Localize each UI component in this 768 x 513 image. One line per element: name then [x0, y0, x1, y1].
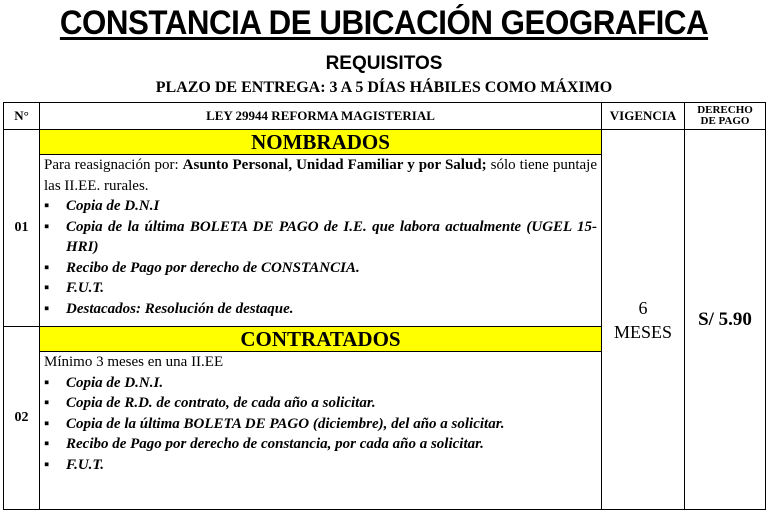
list-item: [44, 373, 597, 394]
list-item: [44, 299, 597, 320]
bullet-icon: ▪: [44, 198, 50, 214]
bullet-icon: ▪: [44, 218, 50, 235]
bullet-icon: ▪: [44, 436, 50, 452]
document-title: CONSTANCIA DE UBICACIÓN GEOGRAFICA: [59, 4, 709, 42]
list-item-text: Copia de D.N.I: [66, 198, 160, 214]
section-heading-nombrados: NOMBRADOS: [40, 130, 601, 155]
list-item: [44, 196, 597, 217]
list-item-text: Copia de la última BOLETA DE PAGO (diciembre), del año a solicitar.: [66, 415, 505, 432]
column-header-fee: [685, 103, 766, 130]
list-item-text: Copia de D.N.I.: [66, 374, 164, 391]
list-item: [44, 393, 597, 414]
list-item-text: Copia de la última BOLETA DE PAGO de I.E. que labora actualmente (UGEL 15-HRI): [66, 218, 597, 255]
requirements-table: [3, 102, 766, 510]
row-content: [40, 327, 602, 510]
fee-cell: S/ 5.90: [685, 130, 766, 510]
list-item: [44, 434, 597, 455]
list-item-text: F.U.T.: [66, 280, 104, 296]
document-subtitle: REQUISITOS: [325, 53, 443, 74]
row-number: 01: [4, 130, 40, 327]
column-header-validity: VIGENCIA: [602, 103, 685, 130]
bullet-icon: ▪: [44, 374, 50, 391]
bullet-icon: ▪: [44, 259, 50, 276]
bullet-icon: ▪: [44, 456, 50, 473]
row-content: [40, 130, 602, 327]
list-item: [44, 455, 597, 476]
bullet-icon: ▪: [44, 280, 50, 296]
validity-unit: MESES: [613, 321, 673, 342]
intro-text: Para reasignación por:: [44, 157, 183, 173]
list-item-text: Destacados: Resolución de destaque.: [66, 300, 294, 317]
row-number: 02: [4, 327, 40, 510]
validity-value: 6: [638, 297, 648, 318]
list-item: [44, 278, 597, 299]
list-item-text: F.U.T.: [66, 456, 104, 473]
validity-cell: [602, 130, 685, 510]
fee-header-line-2: DE PAGO: [700, 115, 750, 127]
section-intro: [44, 155, 597, 196]
bullet-icon: ▪: [44, 395, 50, 411]
column-header-law: LEY 29944 REFORMA MAGISTERIAL: [40, 103, 602, 130]
bullet-icon: ▪: [44, 300, 50, 317]
list-item-text: Recibo de Pago por derecho de constancia, por cada año a solicitar.: [66, 436, 484, 452]
list-item-text: Recibo de Pago por derecho de CONSTANCIA.: [66, 259, 360, 276]
list-item: [44, 258, 597, 279]
intro-emphasis: Asunto Personal, Unidad Familiar y por Salud;: [182, 157, 487, 173]
intro-text: sólo tiene puntaje las II.EE. rurales.: [44, 157, 597, 194]
delivery-deadline: PLAZO DE ENTREGA: 3 A 5 DÍAS HÁBILES COMO MÁXIMO: [155, 79, 613, 96]
list-item-text: Copia de R.D. de contrato, de cada año a solicitar.: [66, 395, 376, 411]
section-heading-contratados: CONTRATADOS: [40, 327, 601, 352]
bullet-icon: ▪: [44, 415, 50, 432]
section-intro: Mínimo 3 meses en una II.EE: [44, 354, 224, 370]
column-header-number: N°: [4, 103, 40, 130]
list-item: [44, 414, 597, 435]
table-row: [4, 130, 766, 327]
list-item: [44, 217, 597, 258]
fee-header-line-1: DERECHO: [697, 104, 753, 116]
